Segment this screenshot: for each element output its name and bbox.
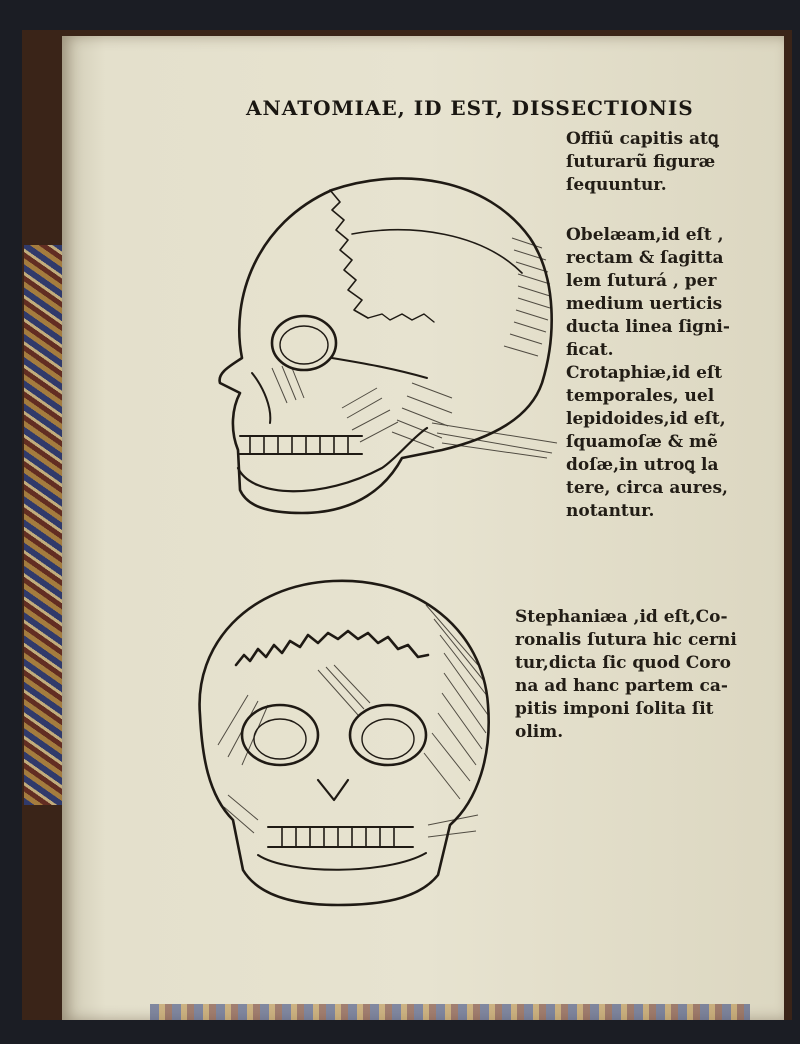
caption-line: ſuturarũ figuræ (566, 152, 716, 172)
caption-lateral (566, 224, 766, 523)
frontal-skull-drawing (188, 575, 498, 910)
caption-line: olim. (515, 722, 564, 742)
frontal-skull-figure (188, 575, 498, 910)
caption-line: medium uerticis (566, 294, 723, 314)
caption-line: ſquamoſæ & mẽ (566, 432, 718, 452)
lateral-skull-figure (212, 168, 562, 518)
caption-line: ronalis ſutura hic cerni (515, 630, 737, 650)
caption-line: temporales, uel (566, 386, 715, 406)
caption-line: ficat. (566, 340, 614, 360)
page-edge-bottom (150, 1004, 750, 1020)
caption-line: tere, circa aures, (566, 478, 728, 498)
caption-line: doſæ,in utroꝗ la (566, 455, 719, 475)
marbled-endpaper (24, 245, 62, 805)
caption-intro (566, 128, 766, 197)
caption-line: tur,dicta ſic quod Coro (515, 653, 731, 673)
caption-line: ſequuntur. (566, 175, 667, 195)
caption-line: Obelæam,id eſt , (566, 225, 724, 245)
caption-line: Stephaniæa ,id eſt,Co- (515, 607, 728, 627)
caption-line: ducta linea ſigni- (566, 317, 730, 337)
caption-line: Crotaphiæ,id eſt (566, 363, 723, 383)
caption-line: Offiũ capitis atꝗ (566, 129, 719, 149)
caption-line: lepidoides,id eſt, (566, 409, 726, 429)
caption-line: pitis imponi ſolita ſit (515, 699, 714, 719)
lateral-skull-drawing (212, 168, 562, 518)
caption-frontal (515, 606, 765, 744)
running-header: ANATOMIAE, ID EST, DISSECTIONIS (246, 96, 694, 120)
caption-line: na ad hanc partem ca- (515, 676, 728, 696)
caption-line: notantur. (566, 501, 655, 521)
caption-line: lem ſuturá , per (566, 271, 717, 291)
caption-line: rectam & ſagitta (566, 248, 724, 268)
